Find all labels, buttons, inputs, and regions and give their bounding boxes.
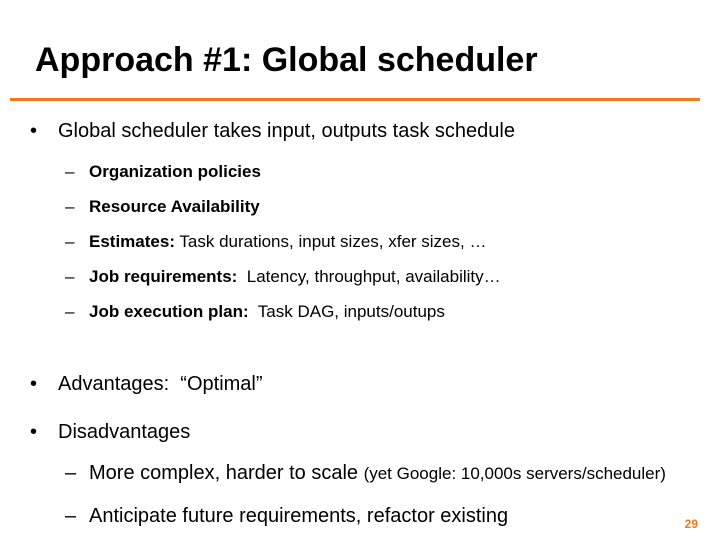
slide-title: Approach #1: Global scheduler xyxy=(35,41,538,79)
title-divider xyxy=(10,98,700,101)
bullet-text: Disadvantages xyxy=(58,421,191,443)
subitem-note: (yet Google: 10,000s servers/scheduler) xyxy=(363,464,666,483)
subitem-job-requirements xyxy=(65,267,501,287)
bullet-global-scheduler xyxy=(30,120,515,143)
dash-marker: – xyxy=(65,162,75,181)
subitem-job-execution-plan xyxy=(65,302,445,322)
subitem-label: Estimates: xyxy=(89,232,175,251)
subitem-text: Task durations, input sizes, xfer sizes, … xyxy=(174,232,487,251)
bullet-marker: • xyxy=(30,120,38,142)
subitem-label: Organization policies xyxy=(89,162,261,181)
bullet-text: Global scheduler takes input, outputs task schedule xyxy=(58,120,515,142)
page-number: 29 xyxy=(684,517,698,531)
subitem-resource-availability xyxy=(65,197,260,217)
subitem-estimates xyxy=(65,232,486,252)
subitem-more-complex xyxy=(65,462,666,485)
dash-marker: – xyxy=(65,197,75,216)
subitem-text: Anticipate future requirements, refactor existing xyxy=(89,505,509,527)
bullet-marker: • xyxy=(30,373,38,395)
bullet-marker: • xyxy=(30,421,38,443)
bullet-text: Advantages: “Optimal” xyxy=(58,373,263,395)
bullet-advantages xyxy=(30,373,263,396)
dash-marker: – xyxy=(65,267,75,286)
dash-marker: – xyxy=(65,232,75,251)
subitem-label: Job requirements: xyxy=(89,267,238,286)
bullet-disadvantages xyxy=(30,421,190,444)
subitem-text: More complex, harder to scale xyxy=(89,462,364,484)
subitem-text: Task DAG, inputs/outups xyxy=(248,302,445,321)
subitem-text: Latency, throughput, availability… xyxy=(237,267,501,286)
dash-marker: – xyxy=(65,462,77,484)
subitem-label: Job execution plan: xyxy=(89,302,249,321)
subitem-organization-policies xyxy=(65,162,261,182)
dash-marker: – xyxy=(65,505,77,527)
subitem-label: Resource Availability xyxy=(89,197,260,216)
subitem-anticipate xyxy=(65,505,508,528)
dash-marker: – xyxy=(65,302,75,321)
